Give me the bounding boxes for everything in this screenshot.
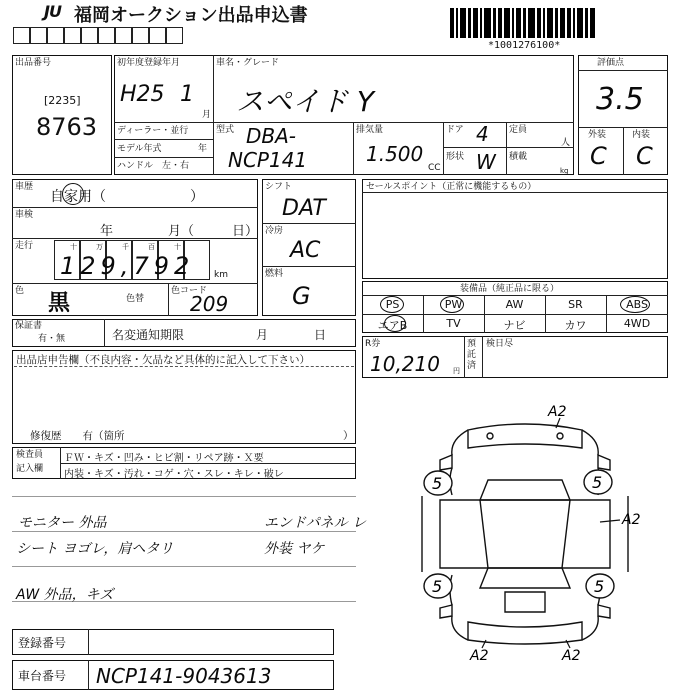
- mileage-label: 走行: [15, 241, 34, 251]
- car-name-label: 車名・グレード: [216, 58, 280, 68]
- dealer-row-1: ディーラー・並行: [117, 126, 189, 136]
- car-name-value: スペイド Y: [236, 85, 375, 118]
- header-logo: JU: [44, 2, 61, 21]
- capacity-label: 定員: [509, 125, 528, 135]
- displacement-label: 排気量: [356, 125, 384, 135]
- year-era-value: H25: [120, 82, 165, 107]
- repair-history: 修復歴 有（箇所: [30, 430, 125, 442]
- fuel-label: 燃料: [265, 269, 284, 279]
- fuel-value: G: [292, 282, 311, 310]
- equip-airbag-circle: [384, 315, 406, 332]
- equip-ps-circle: [380, 296, 404, 313]
- model-line2: NCP141: [228, 148, 308, 172]
- wheel-fr-mark: 5: [592, 473, 603, 492]
- equip-pw-circle: [440, 296, 464, 313]
- model-line1: DBA-: [246, 124, 297, 148]
- aircon-label: 冷房: [265, 226, 284, 236]
- mileage-head-3: 千: [122, 243, 129, 251]
- inspection-label: 車検: [15, 210, 34, 220]
- model-label: 型式: [216, 125, 235, 135]
- equip-abs-circle: [620, 296, 650, 313]
- recycle-side: 預託済: [467, 339, 477, 371]
- inspector-row-2: 内装・キズ・汚れ・コゲ・穴・スレ・キレ・破レ: [64, 469, 284, 480]
- equip-4wd: 4WD: [623, 317, 651, 330]
- note-line3-left: AW 外品，キズ: [16, 587, 114, 603]
- notice-day: 日: [314, 328, 327, 342]
- color-value: 黒: [48, 291, 71, 316]
- aircon-value: AC: [290, 238, 321, 263]
- note-line1-left: モニター 外品: [18, 515, 107, 531]
- wheel-rl-mark: 5: [432, 577, 443, 596]
- mileage-head-2: 万: [96, 243, 103, 251]
- notice-month: 月: [256, 328, 269, 342]
- equip-sr: SR: [568, 298, 583, 311]
- load-label: 積載: [509, 152, 528, 162]
- equipment-label: 装備品（純正品に限る）: [460, 284, 560, 294]
- capacity-unit: 人: [561, 138, 571, 148]
- rating-value: 3.5: [596, 82, 644, 117]
- recycle-value: 10,210: [370, 352, 440, 376]
- shape-value: W: [476, 150, 496, 174]
- side-damage-mark: A2: [622, 512, 640, 528]
- equip-airbag: エアB: [377, 319, 408, 332]
- usage-label: 車歴: [15, 182, 34, 192]
- doors-value: 4: [476, 122, 489, 146]
- color-code-label: 色コード: [171, 286, 208, 296]
- shape-label: 形状: [446, 152, 465, 162]
- car-damage-diagram: [410, 400, 640, 660]
- barcode: [450, 8, 670, 40]
- equip-leather: カワ: [564, 319, 587, 332]
- usage-circle: [62, 183, 84, 205]
- recycle-label: R券: [365, 339, 381, 349]
- doors-label: ドア: [446, 125, 464, 135]
- barcode-text: *1001276100*: [488, 40, 561, 51]
- equip-navi: ナビ: [503, 319, 526, 332]
- inspection-month: 月（: [168, 224, 195, 239]
- year-month-unit: 月: [202, 110, 212, 120]
- mileage-unit: km: [214, 270, 228, 280]
- rear-right-damage-mark: A2: [562, 648, 581, 660]
- year-label: 初年度登録年月: [117, 58, 181, 68]
- mileage-head-5: 十: [174, 243, 181, 251]
- usage-value: 自家用（ ）: [50, 189, 204, 205]
- chassis-label: 車台番号: [18, 669, 67, 683]
- chassis-value: NCP141-9043613: [96, 664, 272, 688]
- repair-close: ）: [343, 430, 354, 442]
- inspection-year: 年: [100, 224, 114, 239]
- registration-label: 登録番号: [18, 636, 67, 650]
- wheel-rr-mark: 5: [594, 577, 605, 596]
- lot-label: 出品番号: [15, 58, 52, 68]
- dealer-row-2-unit: 年: [198, 144, 208, 154]
- note-line2-right: 外装 ヤケ: [264, 541, 325, 557]
- color-change-label: 色替: [126, 294, 145, 304]
- equip-ps: PS: [385, 298, 400, 311]
- form-title: 福岡オークション出品申込書: [74, 5, 308, 26]
- equip-pw: PW: [444, 298, 463, 311]
- equip-abs: ABS: [626, 298, 648, 311]
- mileage-value: 129,792: [60, 252, 195, 280]
- color-label: 色: [15, 286, 25, 296]
- color-code-value: 209: [190, 292, 229, 316]
- lot-number: 8763: [36, 113, 98, 141]
- note-line1-right: エンドパネル レ: [264, 515, 367, 531]
- wheel-fl-mark: 5: [432, 474, 443, 493]
- equip-aw: AW: [505, 298, 524, 311]
- warranty-opts: 有・無: [38, 334, 66, 344]
- notice-label: 名変通知期限: [112, 328, 185, 342]
- declaration-label: 出品店申告欄（不良内容・欠品など具体的に記入して下さい）: [16, 354, 310, 366]
- inspection-day: 日）: [232, 224, 259, 239]
- warranty-label: 保証書: [15, 321, 43, 331]
- interior-label: 内装: [632, 130, 651, 140]
- sales-point-label: セールスポイント（正常に機能するもの）: [366, 182, 537, 192]
- inspector-label-2: 記入欄: [16, 464, 44, 474]
- dealer-row-3: ハンドル 左・右: [117, 161, 190, 171]
- mileage-head-1: 十: [70, 243, 77, 251]
- inspector-label-1: 検査員: [16, 450, 44, 460]
- exterior-grade: C: [590, 142, 607, 170]
- front-damage-mark: A2: [548, 404, 567, 420]
- load-unit: kg: [560, 167, 569, 175]
- lot-small-number: [2235]: [44, 94, 81, 107]
- mileage-head-4: 百: [148, 243, 155, 251]
- dealer-row-2: モデル年式: [117, 144, 162, 154]
- displacement-unit: CC: [428, 163, 441, 173]
- equip-tv: TV: [446, 317, 461, 330]
- shift-label: シフト: [265, 182, 293, 192]
- note-line2-left: シート ヨゴレ，肩ヘタリ: [16, 541, 174, 557]
- recycle-unit: 円: [453, 367, 460, 375]
- recycle-date-label: 検日尽: [486, 339, 514, 349]
- exterior-label: 外装: [588, 130, 607, 140]
- sales-point-box: [362, 179, 668, 279]
- interior-grade: C: [636, 142, 653, 170]
- displacement-value: 1.500: [366, 142, 424, 166]
- year-month-value: 1: [180, 82, 194, 107]
- shift-value: DAT: [282, 196, 326, 221]
- rating-label: 評価点: [597, 58, 625, 68]
- rear-left-damage-mark: A2: [470, 648, 489, 660]
- inspector-row-1: ＦＷ・キズ・凹み・ヒビ割・リペア跡・Ｘ要: [64, 453, 264, 464]
